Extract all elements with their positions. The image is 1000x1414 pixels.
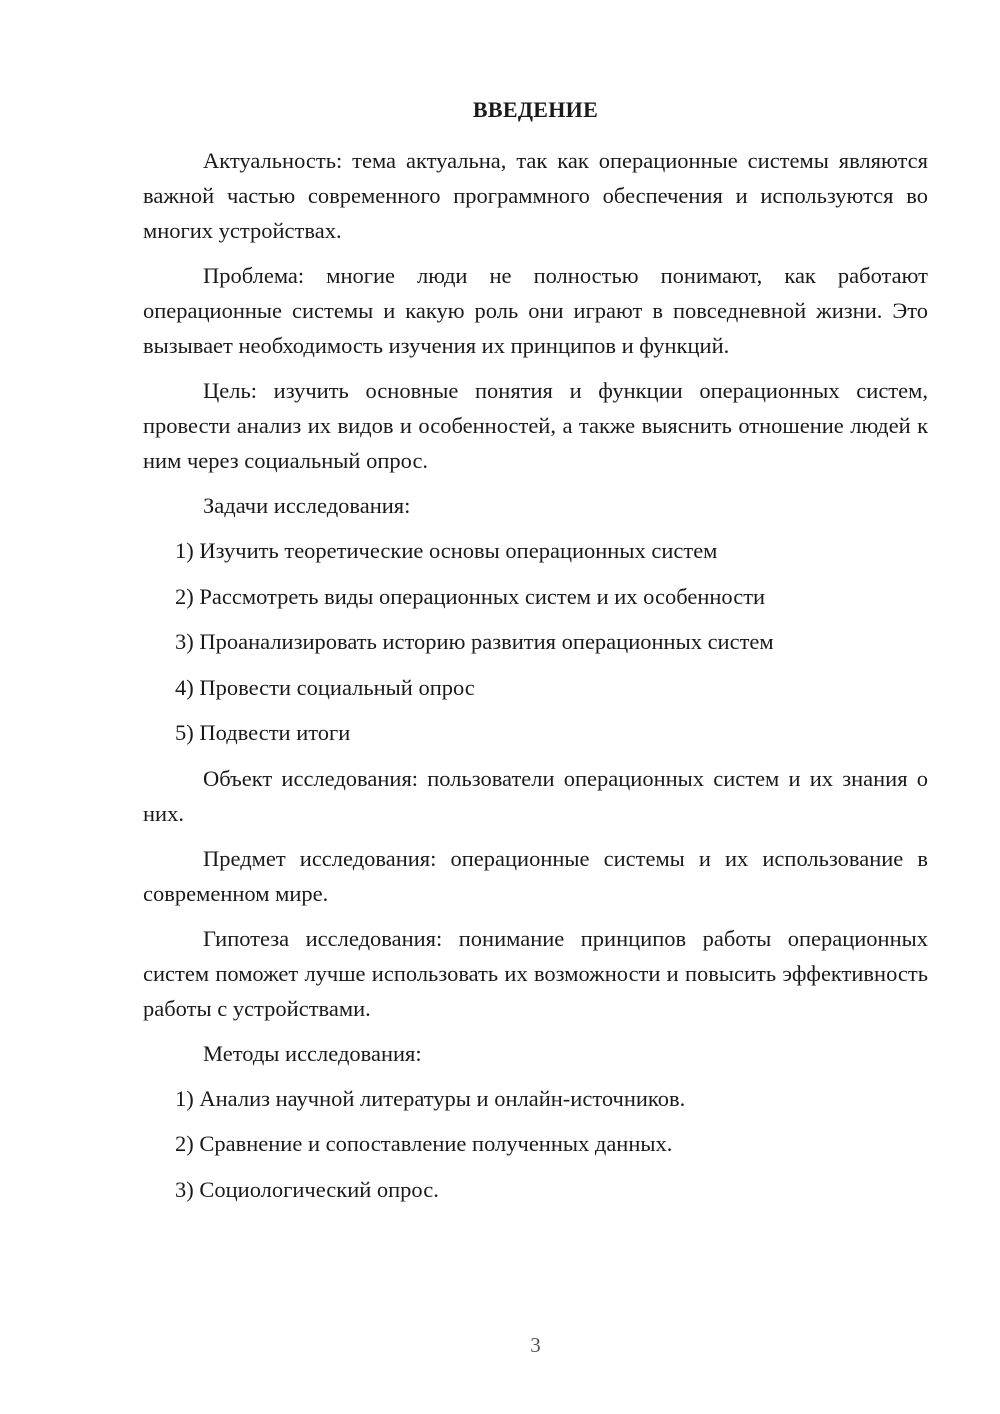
goal-paragraph: Цель: изучить основные понятия и функции операционных систем, провести анализ их видов и особенностей, а также выяснить отношение людей к ним через социальный опрос. bbox=[143, 378, 928, 473]
object-paragraph: Объект исследования: пользователи операционных систем и их знания о них. bbox=[143, 765, 928, 826]
task-item: 2) Рассмотреть виды операционных систем и их особенности bbox=[175, 583, 766, 609]
document-page bbox=[143, 0, 928, 1414]
method-item: 3) Социологический опрос. bbox=[175, 1176, 439, 1202]
section-heading: ВВЕДЕНИЕ bbox=[472, 97, 599, 122]
page-number: 3 bbox=[530, 1333, 541, 1357]
methods-title: Методы исследования: bbox=[203, 1040, 422, 1066]
relevance-paragraph: Актуальность: тема актуальна, так как операционные системы являются важной частью современного программного обеспечения и используются во многих устройствах. bbox=[143, 148, 928, 243]
task-item: 3) Проанализировать историю развития операционных систем bbox=[175, 629, 774, 654]
tasks-title: Задачи исследования: bbox=[203, 493, 411, 518]
tasks-list bbox=[143, 533, 928, 750]
task-item: 1) Изучить теоретические основы операционных систем bbox=[175, 538, 718, 563]
task-item: 5) Подвести итоги bbox=[175, 720, 351, 745]
document-body bbox=[143, 143, 928, 1217]
method-item: 1) Анализ научной литературы и онлайн-источников. bbox=[175, 1085, 686, 1111]
problem-paragraph: Проблема: многие люди не полностью понимают, как работают операционные системы и какую роль они играют в повседневной жизни. Это вызывает необходимость изучения их принципов и функций. bbox=[143, 263, 928, 358]
task-item: 4) Провести социальный опрос bbox=[175, 674, 475, 700]
method-item: 2) Сравнение и сопоставление полученных данных. bbox=[175, 1131, 673, 1156]
methods-list bbox=[143, 1081, 928, 1207]
hypothesis-paragraph: Гипотеза исследования: понимание принципов работы операционных систем поможет лучше использовать их возможности и повысить эффективность работы с устройствами. bbox=[143, 925, 928, 1021]
subject-paragraph: Предмет исследования: операционные системы и их использование в современном мире. bbox=[143, 845, 928, 906]
